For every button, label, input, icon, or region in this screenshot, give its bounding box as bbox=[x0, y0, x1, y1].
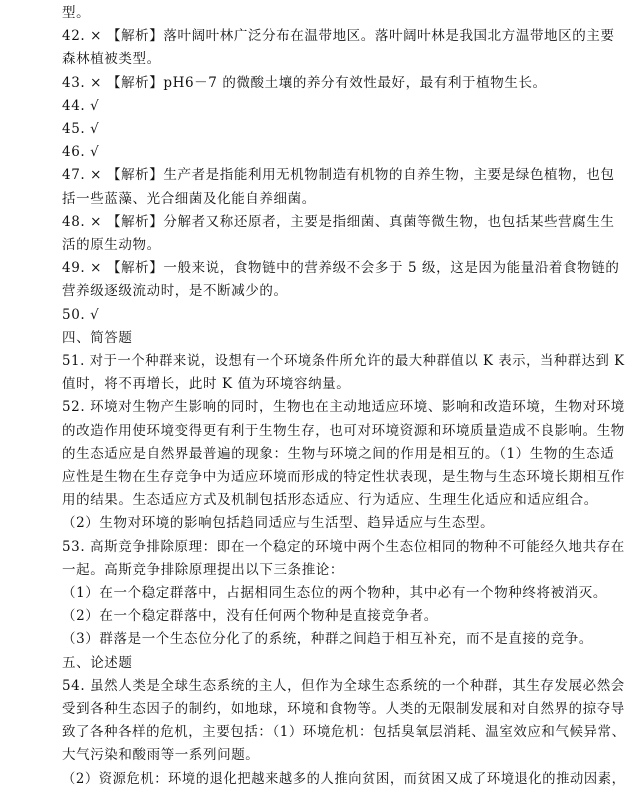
text-line: 46. √ bbox=[62, 144, 100, 161]
text-line: （3）群落是一个生态位分化了的系统，种群之间趋于相互补充，而不是直接的竞争。 bbox=[62, 631, 593, 648]
text-line: 应性是生物在生存竞争中为适应环境而形成的特定性状表现，是生物与生态环境长期相互作 bbox=[62, 469, 625, 485]
text-line: 50. √ bbox=[62, 306, 100, 323]
text-line: （2）资源危机：环境的退化把越来越多的人推向贫困，而贫困又成了环境退化的推动因素， bbox=[62, 770, 626, 787]
text-line: 52. 环境对生物产生影响的同时，生物也在主动地适应环境、影响和改造环境，生物对环境 bbox=[62, 399, 625, 416]
text-line: 活的原生动物。 bbox=[62, 237, 161, 253]
text-line: 值时，将不再增长，此时 K 值为环境容纳量。 bbox=[62, 376, 351, 393]
text-line: 43. × 【解析】pH6－7 的微酸土壤的养分有效性最好，最有利于植物生长。 bbox=[62, 74, 547, 91]
text-line: 森林植被类型。 bbox=[62, 51, 161, 68]
text-line: 的生态适应是自然界最普遍的现象：生物与环境之间的作用是相互的。（1）生物的生态适 bbox=[62, 445, 615, 462]
text-line: 型。 bbox=[62, 5, 91, 21]
text-line: 53. 高斯竞争排除原理：即在一个稳定的环境中两个生态位相同的物种不可能经久地共存在 bbox=[62, 538, 625, 555]
text-line: 大气污染和酸雨等一系列问题。 bbox=[62, 747, 260, 764]
text-line: 五、论述题 bbox=[62, 654, 133, 671]
text-line: 致了各种各样的危机，主要包括：（1）环境危机：包括臭氧层消耗、温室效应和气候异常、 bbox=[62, 724, 626, 741]
text-line: 47. × 【解析】生产者是指能利用无机物制造有机物的自养生物，主要是绿色植物，也包 bbox=[62, 167, 615, 184]
text-line: 的改造作用使环境变得更有利于生物生存，也可对环境资源和环境质量造成不良影响。生物 bbox=[62, 422, 625, 439]
text-line: 44. √ bbox=[62, 97, 100, 114]
text-line: （1）在一个稳定群落中，占据相同生态位的两个物种，其中必有一个物种终将被消灭。 bbox=[62, 585, 607, 601]
text-line: 一起。高斯竞争排除原理提出以下三条推论： bbox=[62, 561, 344, 578]
text-line: （2）在一个稳定群落中，没有任何两个物种是直接竞争者。 bbox=[62, 608, 438, 625]
text-line: （2）生物对环境的影响包括趋同适应与生活型、趋异适应与生态型。 bbox=[62, 515, 495, 532]
text-line: 营养级逐级流动时，是不断减少的。 bbox=[62, 283, 288, 300]
text-line: 受到各种生态因子的制约，如地球，环境和食物等。人类的无限制发展和对自然界的掠夺导 bbox=[62, 701, 625, 717]
text-line: 51. 对于一个种群来说，设想有一个环境条件所允许的最大种群值以 K 表示，当种群达到 K bbox=[62, 353, 625, 369]
text-line: 54. 虽然人类是全球生态系统的主人，但作为全球生态系统的一个种群，其生存发展必然会 bbox=[62, 677, 625, 694]
text-line: 49. × 【解析】一般来说，食物链中的营养级不会多于 5 级，这是因为能量沿着食物链的 bbox=[62, 260, 620, 277]
text-line: 括一些蓝藻、光合细菌及化能自养细菌。 bbox=[62, 190, 316, 207]
text-line: 用的结果。生态适应方式及机制包括形态适应、行为适应、生理生化适应和适应组合。 bbox=[62, 492, 598, 509]
text-line: 四、简答题 bbox=[62, 329, 133, 346]
text-line: 48. × 【解析】分解者又称还原者，主要是指细菌、真菌等微生物，也包括某些营腐生生 bbox=[62, 213, 615, 230]
text-line: 42. × 【解析】落叶阔叶林广泛分布在温带地区。落叶阔叶林是我国北方温带地区的主要 bbox=[62, 28, 615, 45]
text-line: 45. √ bbox=[62, 121, 100, 137]
